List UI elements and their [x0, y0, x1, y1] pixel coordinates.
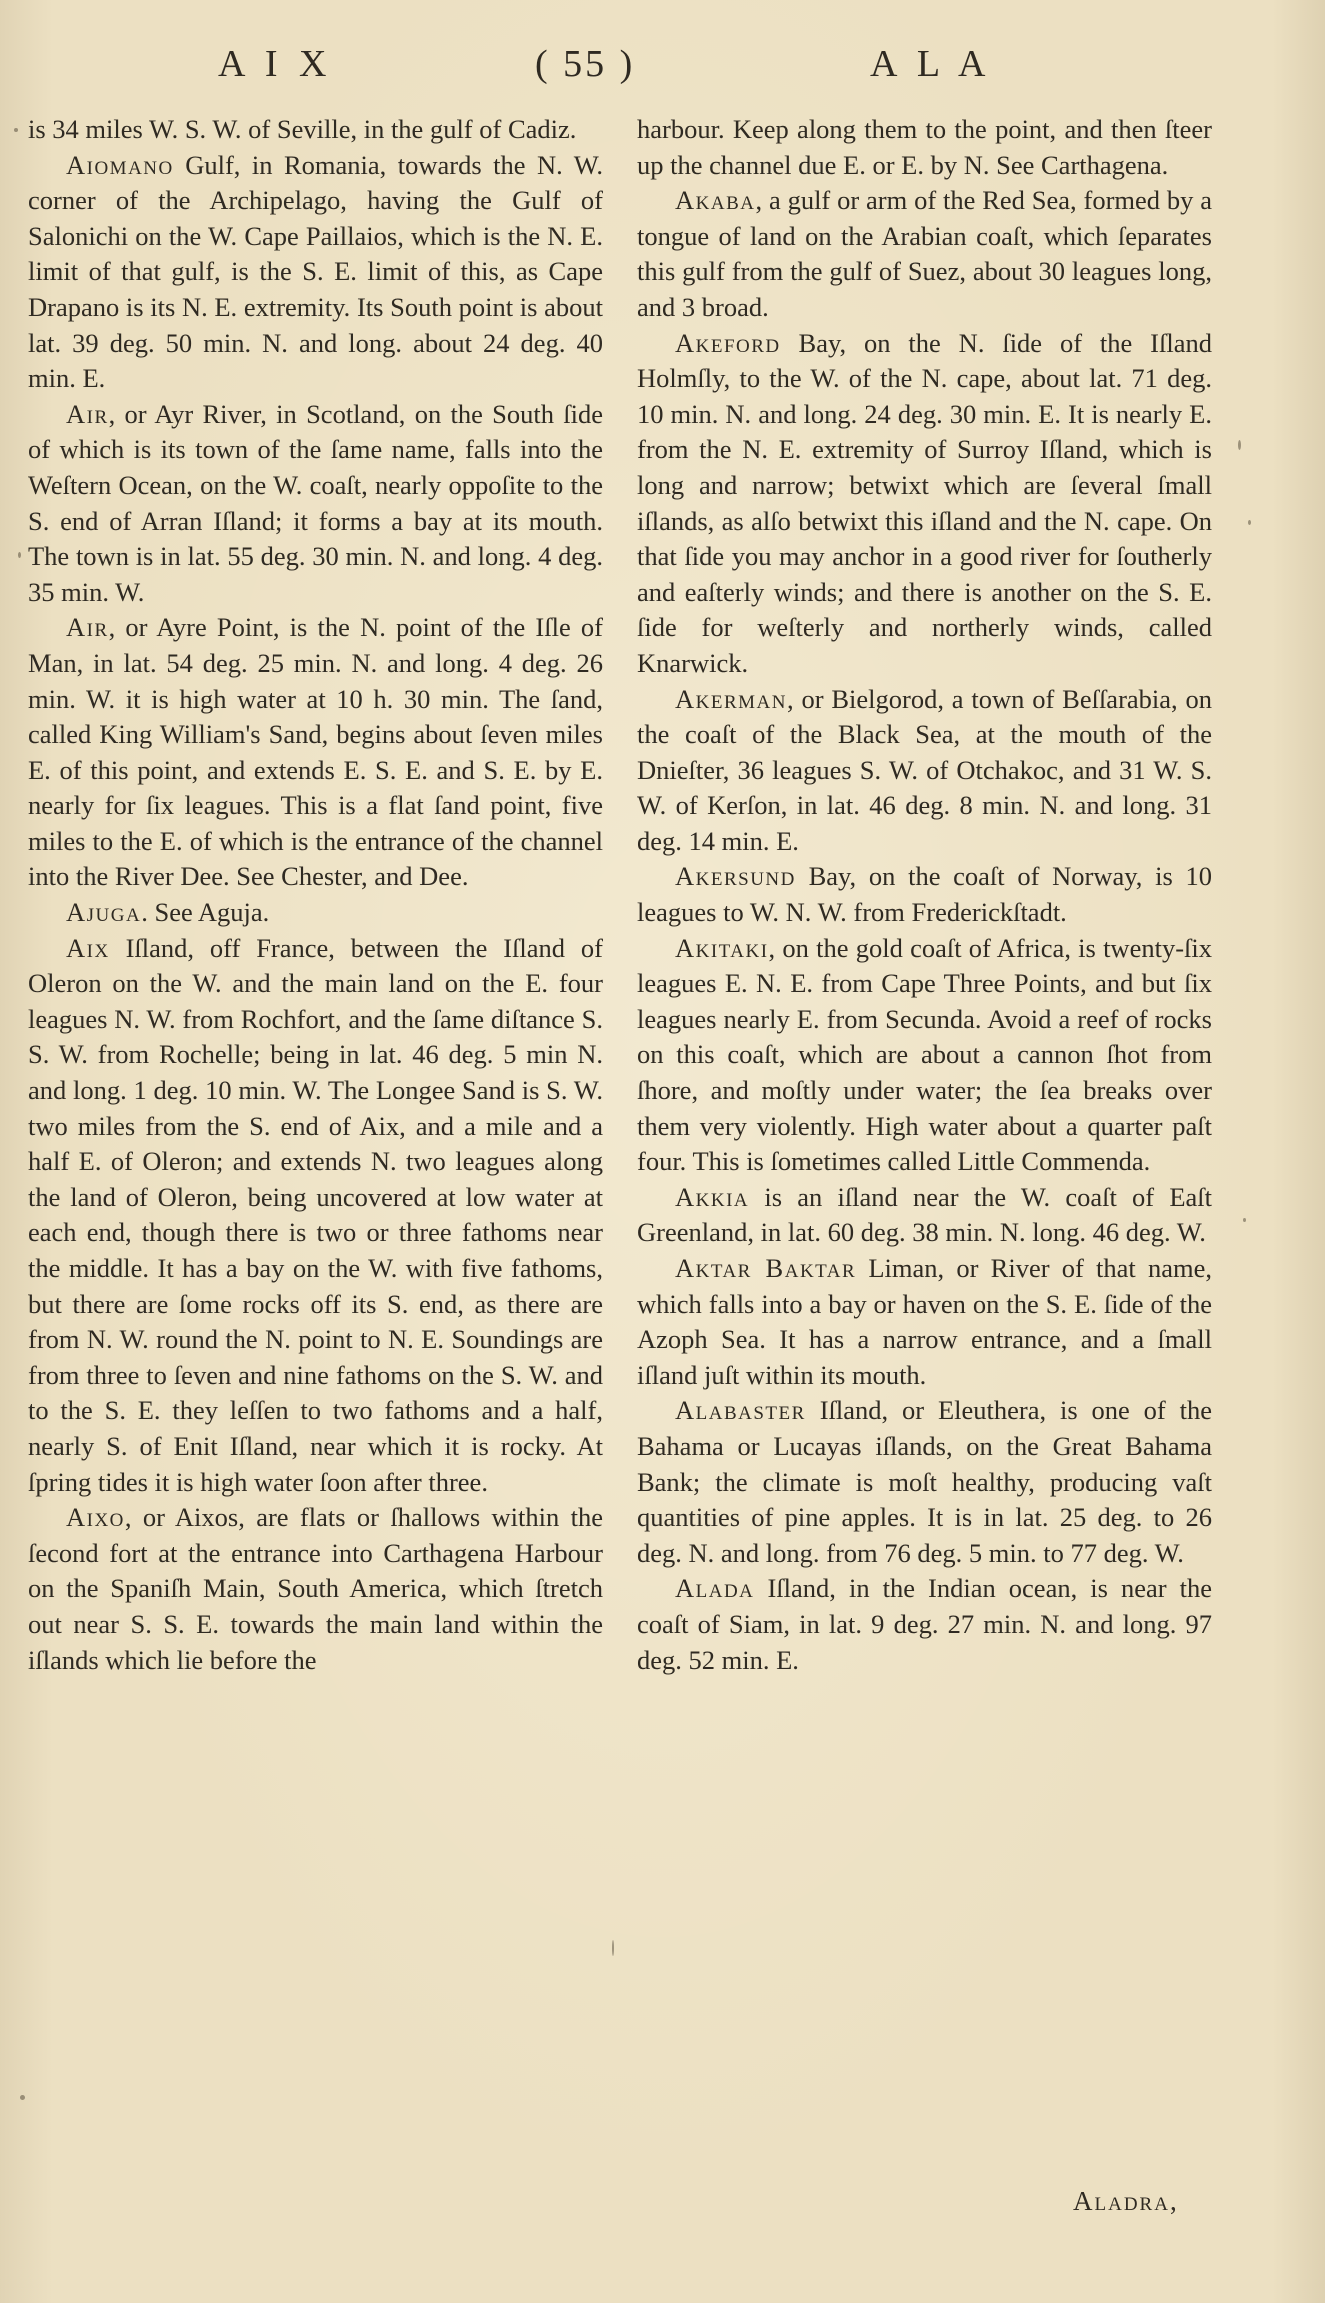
- entry-headword: Akersund: [675, 861, 796, 892]
- paper-speck: [1243, 1218, 1246, 1222]
- paper-speck: [14, 128, 18, 132]
- dictionary-entry: [28, 931, 603, 1501]
- dictionary-entry: [28, 895, 603, 931]
- entry-text: Bay, on the N. ſide of the Iſland Holmſly, to the W. of the N. cape, about lat. 71 deg. 10 min. N. and long. 24 deg. 30 min. E. It is nearly E. from the N. E. extremity of Surroy Iſland, which is long and narrow; betwixt which are ſeveral ſmall iſlands, as alſo betwixt this iſland and the N. cape. On that ſide you may anchor in a good river for ſoutherly and eaſterly winds; and there is another on the S. E. ſide for weſterly and northerly winds, called Knarwick.: [637, 327, 1212, 678]
- dictionary-entry: [28, 397, 603, 611]
- entry-text: , on the gold coaſt of Africa, is twenty-ſix leagues E. N. E. from Cape Three Points, and but ſix leagues nearly E. from Secunda. Avoid a reef of rocks on this coaſt, which are about a cannon ſhot from ſhore, and moſtly under water; the ſea breaks over them very violently. High water about a quarter paſt four. This is ſometimes called Little Commenda.: [637, 932, 1212, 1177]
- paper-speck: [1238, 440, 1241, 450]
- dictionary-entry: [28, 610, 603, 895]
- entry-text: is an iſland near the W. coaſt of Eaſt Greenland, in lat. 60 deg. 38 min. N. long. 46 deg. W.: [637, 1181, 1212, 1248]
- running-head: [0, 42, 1325, 92]
- running-head-left: A I X: [218, 43, 333, 85]
- entry-text: , or Ayr River, in Scotland, on the South ſide of which is its town of the ſame name, falls into the Weſtern Ocean, on the W. coaſt, nearly oppoſite to the S. end of Arran Iſland; it forms a bay at its mouth. The town is in lat. 55 deg. 30 min. N. and long. 4 deg. 35 min. W.: [28, 398, 603, 607]
- entry-headword: Akkia: [675, 1181, 750, 1212]
- entry-headword: Alada: [675, 1573, 755, 1604]
- entry-text: , or Ayre Point, is the N. point of the Iſle of Man, in lat. 54 deg. 25 min. N. and long. 4 deg. 26 min. W. it is high water at 10 h. 30 min. The ſand, called King William's Sand, begins about ſeven miles E. of this point, and extends E. S. E. and S. E. by E. nearly for ſix leagues. This is a flat ſand point, five miles to the E. of which is the entrance of the channel into the River Dee. See Chester, and Dee.: [28, 612, 603, 892]
- entry-headword: Aiomano: [66, 149, 174, 180]
- paper-speck: [20, 2095, 25, 2100]
- page-number: ( 55 ): [535, 43, 636, 85]
- entry-headword: Air: [66, 612, 109, 643]
- entry-text: Liman, or River of that name, which falls into a bay or haven on the S. E. ſide of the Azoph Sea. It has a narrow entrance, and a ſmall iſland juſt within its mouth.: [637, 1253, 1213, 1390]
- entry-headword: Akitaki: [675, 932, 769, 963]
- entry-text: . See Aguja.: [141, 897, 270, 928]
- dictionary-entry: [637, 859, 1212, 930]
- entry-text: Bay, on the coaſt of Norway, is 10 leagues to W. N. W. from Frederickſtadt.: [637, 861, 1212, 928]
- catchword: Aladra,: [1073, 2186, 1179, 2216]
- dictionary-entry: [637, 1571, 1212, 1678]
- dictionary-entry: [637, 1180, 1212, 1251]
- paper-speck: [18, 552, 21, 558]
- entry-text: , a gulf or arm of the Red Sea, formed by a tongue of land on the Arabian coaſt, which ſeparates this gulf from the gulf of Suez, about 30 leagues long, and 3 broad.: [637, 185, 1212, 322]
- left-column: [28, 112, 603, 1678]
- entry-headword: Akaba: [675, 185, 756, 216]
- dictionary-entry: harbour. Keep along them to the point, and then ſteer up the channel due E. or E. by N. See Carthagena.: [637, 114, 1212, 180]
- dictionary-entry: [637, 682, 1212, 860]
- dictionary-entry: [637, 326, 1212, 682]
- dictionary-entry: [28, 148, 603, 397]
- dictionary-entry: [637, 1251, 1212, 1393]
- running-head-right: A L A: [870, 43, 992, 85]
- dictionary-entry: [28, 1500, 603, 1678]
- entry-text: , or Aixos, are flats or ſhallows within the ſecond fort at the entrance into Carthagena Harbour on the Spaniſh Main, South America, which ſtretch out near S. S. E. towards the main land within the iſlands which lie before the: [28, 1502, 603, 1675]
- dictionary-entry: [637, 1393, 1212, 1571]
- entry-headword: Alabaster: [675, 1395, 806, 1426]
- entry-text: Iſland, or Eleuthera, is one of the Bahama or Lucayas iſlands, on the Great Bahama Bank; the climate is moſt healthy, producing vaſt quantities of pine apples. It is in lat. 25 deg. to 26 deg. N. and long. from 76 deg. 5 min. to 77 deg. W.: [637, 1395, 1212, 1568]
- entry-text: Gulf, in Romania, towards the N. W. corner of the Archipelago, having the Gulf of Salonichi on the W. Cape Paillaios, which is the N. E. limit of that gulf, is the S. E. limit of this, as Cape Drapano is its N. E. extremity. Its South point is about lat. 39 deg. 50 min. N. and long. about 24 deg. 40 min. E.: [28, 149, 603, 394]
- entry-headword: Aix: [66, 932, 110, 963]
- entry-headword: Aktar Baktar: [675, 1253, 857, 1283]
- entry-headword: Akerman: [675, 683, 787, 714]
- entry-headword: Aixo: [66, 1502, 125, 1533]
- entry-headword: Akeford: [675, 327, 781, 358]
- dictionary-entry: is 34 miles W. S. W. of Seville, in the gulf of Cadiz.: [28, 114, 577, 144]
- paper-speck: [612, 1940, 614, 1956]
- entry-text: , or Bielgorod, a town of Beſſarabia, on the coaſt of the Black Sea, at the mouth of the Dnieſter, 36 leagues S. W. of Otchakoc, and 31 W. S. W. of Kerſon, in lat. 46 deg. 8 min. N. and long. 31 deg. 14 min. E.: [637, 683, 1212, 856]
- dictionary-entry: [637, 183, 1212, 325]
- entry-headword: Air: [66, 398, 109, 429]
- paper-speck: [1248, 520, 1251, 525]
- entry-text: Iſland, off France, between the Iſland of Oleron on the W. and the main land on the E. four leagues N. W. from Rochfort, and the ſame diſtance S. S. W. from Rochelle; being in lat. 46 deg. 5 min N. and long. 1 deg. 10 min. W. The Longee Sand is S. W. two miles from the S. end of Aix, and a mile and a half E. of Oleron; and extends N. two leagues along the land of Oleron, being uncovered at low water at each end, though there is two or three fathoms near the middle. It has a bay on the W. with five fathoms, but there are ſome rocks off its S. end, as there are from N. W. round the N. point to N. E. Soundings are from three to ſeven and nine fathoms on the S. W. and to the S. E. they leſſen to two fathoms and a half, nearly S. of Enit Iſland, near which it is rocky. At ſpring tides it is high water ſoon after three.: [28, 932, 603, 1497]
- right-column: [637, 112, 1212, 1678]
- dictionary-entry: [637, 931, 1212, 1180]
- entry-headword: Ajuga: [66, 897, 142, 928]
- entry-text: Iſland, in the Indian ocean, is near the coaſt of Siam, in lat. 9 deg. 27 min. N. and long. 97 deg. 52 min. E.: [637, 1573, 1212, 1675]
